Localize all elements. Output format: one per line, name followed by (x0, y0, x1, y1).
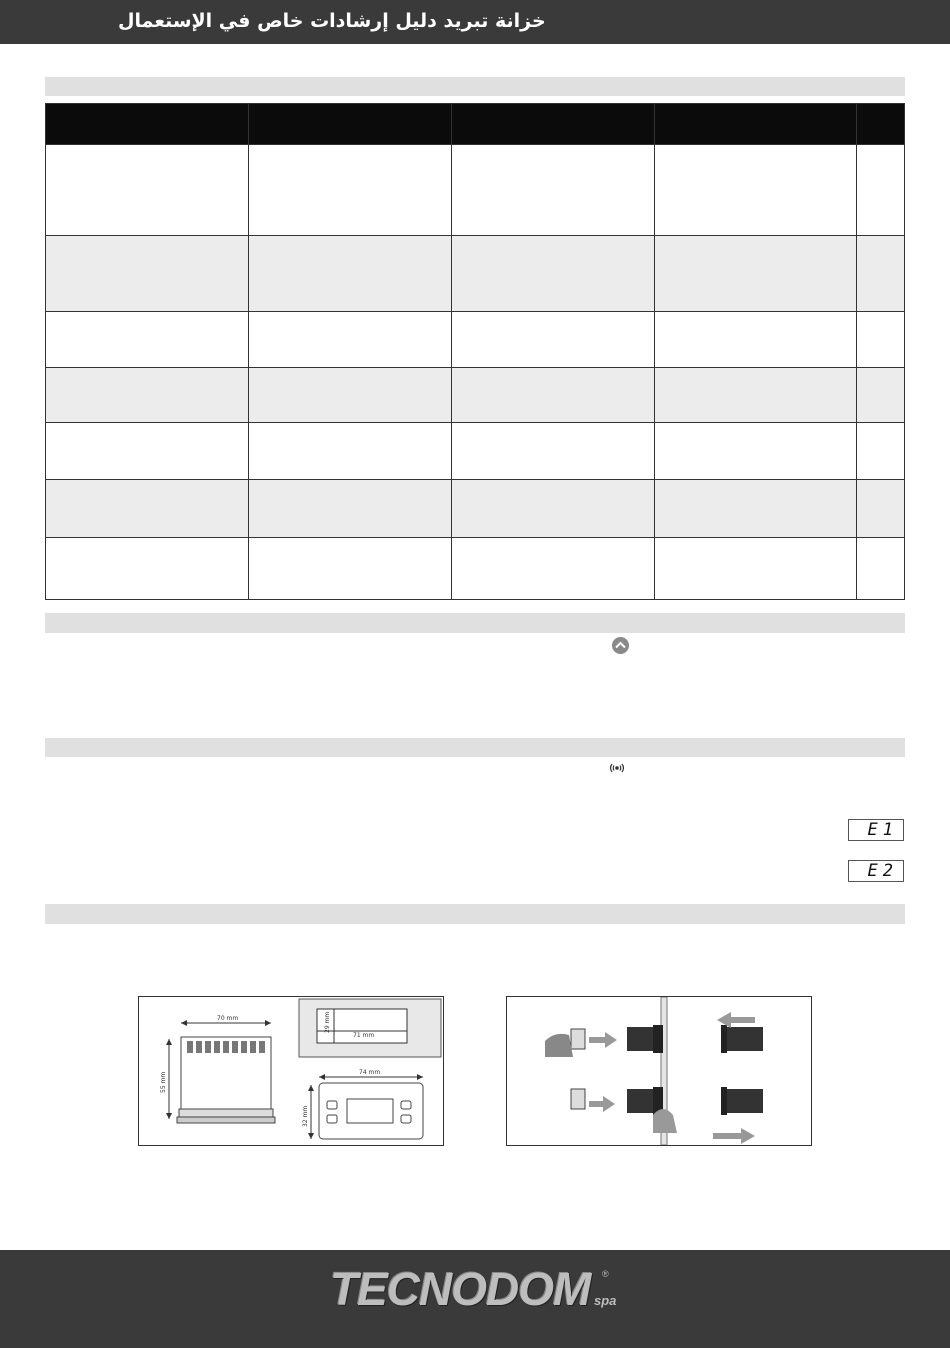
cutout-width-label: 71 mm (353, 1032, 375, 1039)
table-row (46, 144, 904, 235)
dim-width-label: 70 mm (217, 1015, 239, 1022)
dimensions-figure (138, 996, 444, 1146)
error-display-e1: E1 (848, 819, 904, 841)
table-row (46, 311, 904, 367)
section-bar-2 (45, 613, 905, 633)
dim-height-label: 55 mm (160, 1071, 167, 1093)
cutout-height-label: 29 mm (324, 1011, 331, 1033)
table-row (46, 235, 904, 311)
table-row (46, 422, 904, 479)
front-height-label: 32 mm (302, 1105, 309, 1127)
parameter-table (45, 103, 905, 600)
section-bar-1 (45, 77, 905, 96)
page-title: خزانة تبريد دليل إرشادات خاص في الإستعمال (118, 10, 546, 32)
logo-text: TECNODOM (330, 1263, 591, 1315)
section-bar-3 (45, 738, 905, 757)
registered-mark: ® (602, 1269, 609, 1279)
top-bar (0, 0, 950, 44)
up-button-icon (612, 637, 629, 654)
table-row (46, 367, 904, 422)
table-row (46, 537, 904, 599)
tecnodom-logo (330, 1263, 630, 1323)
alarm-icon (609, 762, 625, 777)
table-header (46, 104, 904, 144)
installation-figure (506, 996, 812, 1146)
error-display-e2: E2 (848, 860, 904, 882)
table-row (46, 479, 904, 537)
front-width-label: 74 mm (359, 1069, 381, 1076)
section-bar-4 (45, 904, 905, 924)
logo-suffix: spa (594, 1293, 617, 1308)
